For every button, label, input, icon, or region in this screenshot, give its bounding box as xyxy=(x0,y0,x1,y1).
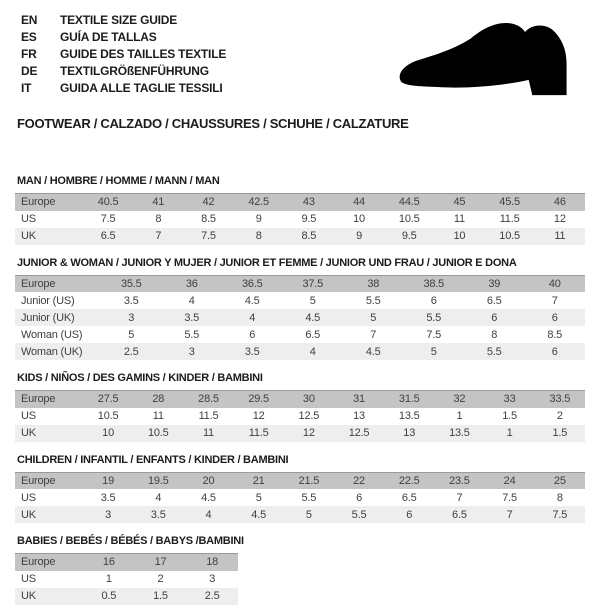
size-cell: 22 xyxy=(353,474,365,487)
size-cell: 18 xyxy=(206,556,219,569)
size-cell: 7 xyxy=(506,508,513,521)
size-cell: 38.5 xyxy=(423,277,445,290)
language-title: GUÍA DE TALLAS xyxy=(60,30,157,44)
table-row xyxy=(15,408,585,425)
size-cell: 12.5 xyxy=(348,427,370,439)
row-label: UK xyxy=(21,508,36,521)
row-label: Junior (US) xyxy=(21,294,75,307)
size-cell: 7 xyxy=(551,294,558,307)
size-cell: 7.5 xyxy=(201,230,216,242)
size-cell: 3 xyxy=(209,573,216,585)
size-cell: 9 xyxy=(356,230,362,242)
size-cell: 3.5 xyxy=(150,508,166,521)
size-table-section xyxy=(15,175,585,245)
size-cell: 23.5 xyxy=(449,474,470,487)
size-cell: 5 xyxy=(309,294,316,307)
size-cell: 39 xyxy=(488,277,501,290)
table-row xyxy=(15,489,585,506)
size-cell: 13 xyxy=(403,427,416,439)
size-cell: 8 xyxy=(556,491,563,504)
size-cell: 25 xyxy=(553,474,566,487)
size-cell: 5 xyxy=(255,491,262,504)
size-cell: 44.5 xyxy=(398,196,420,209)
size-cell: 28 xyxy=(152,393,165,406)
size-table-section xyxy=(15,535,585,605)
size-cell: 1 xyxy=(105,573,112,585)
size-cell: 10.5 xyxy=(97,410,119,422)
size-cell: 3 xyxy=(128,311,135,324)
size-tables xyxy=(15,175,585,605)
size-cell: 11.5 xyxy=(198,410,219,422)
size-table-section xyxy=(15,454,585,524)
size-cell: 6.5 xyxy=(100,230,116,242)
table-row xyxy=(15,211,585,228)
size-cell: 16 xyxy=(102,556,115,569)
size-cell: 21 xyxy=(252,474,265,487)
row-label: UK xyxy=(21,427,36,439)
row-label: UK xyxy=(21,590,36,602)
size-cell: 11 xyxy=(453,213,465,225)
size-cell: 8.5 xyxy=(301,230,317,242)
size-cell: 7.5 xyxy=(100,213,116,225)
size-cell: 4 xyxy=(309,345,316,358)
language-row xyxy=(21,12,226,29)
language-title: GUIDA ALLE TAGLIE TESSILI xyxy=(60,81,223,95)
language-list xyxy=(15,12,226,97)
size-cell: 6 xyxy=(551,311,558,324)
size-cell: 43 xyxy=(302,196,315,209)
size-cell: 7 xyxy=(370,328,377,341)
size-cell: 42 xyxy=(202,196,215,209)
size-cell: 11.5 xyxy=(248,427,269,439)
language-code: FR xyxy=(21,47,37,61)
size-cell: 5.5 xyxy=(365,294,381,307)
size-cell: 11 xyxy=(152,410,164,422)
language-title: TEXTILE SIZE GUIDE xyxy=(60,13,178,27)
header xyxy=(15,12,585,106)
size-cell: 33.5 xyxy=(549,393,571,406)
size-cell: 17 xyxy=(154,556,167,569)
size-cell: 40.5 xyxy=(97,196,119,209)
size-cell: 46 xyxy=(553,196,566,209)
size-cell: 5.5 xyxy=(301,491,317,504)
size-cell: 4 xyxy=(188,294,195,307)
size-table xyxy=(15,390,585,442)
size-cell: 1 xyxy=(456,410,463,422)
size-cell: 0.5 xyxy=(101,590,117,602)
size-cell: 37.5 xyxy=(302,277,324,290)
size-cell: 45.5 xyxy=(499,196,520,209)
size-cell: 44 xyxy=(353,196,365,209)
size-cell: 7 xyxy=(456,491,463,504)
size-cell: 5.5 xyxy=(486,345,502,358)
size-cell: 30 xyxy=(302,393,315,406)
size-cell: 8 xyxy=(255,230,262,242)
size-table xyxy=(15,275,585,361)
size-cell: 22.5 xyxy=(398,474,420,487)
size-cell: 8 xyxy=(155,213,162,225)
table-row xyxy=(15,326,585,343)
size-cell: 36 xyxy=(185,277,198,290)
size-cell: 7 xyxy=(155,230,162,242)
table-row xyxy=(15,506,585,523)
size-cell: 9.5 xyxy=(401,230,417,242)
language-code: IT xyxy=(21,81,32,95)
size-cell: 6.5 xyxy=(452,508,467,521)
row-label: Woman (US) xyxy=(21,328,83,341)
table-row xyxy=(15,343,585,360)
size-table xyxy=(15,553,238,605)
size-cell: 2 xyxy=(157,573,164,585)
size-cell: 28.5 xyxy=(198,393,219,406)
row-label: US xyxy=(21,410,36,422)
size-cell: 10.5 xyxy=(398,213,420,225)
size-cell: 4.5 xyxy=(201,491,216,504)
size-cell: 6.5 xyxy=(486,294,502,307)
language-title: TEXTILGRÖßENFÜHRUNG xyxy=(60,64,209,78)
size-cell: 41 xyxy=(152,196,165,209)
row-label: UK xyxy=(21,230,36,242)
table-row xyxy=(15,391,585,408)
language-row xyxy=(21,46,226,63)
size-cell: 5 xyxy=(430,345,437,358)
size-cell: 5 xyxy=(305,508,312,521)
size-cell: 32 xyxy=(453,393,466,406)
size-cell: 24 xyxy=(503,474,516,487)
size-cell: 4.5 xyxy=(244,294,260,307)
row-label: US xyxy=(21,573,36,585)
size-cell: 6 xyxy=(491,311,498,324)
size-cell: 4.5 xyxy=(305,311,321,324)
size-cell: 11.5 xyxy=(499,213,520,225)
size-cell: 6 xyxy=(249,328,256,341)
size-cell: 10 xyxy=(453,230,466,242)
size-cell: 5.5 xyxy=(426,311,442,324)
size-cell: 12 xyxy=(302,427,315,439)
size-cell: 3 xyxy=(188,345,195,358)
size-cell: 2.5 xyxy=(204,590,220,602)
size-table xyxy=(15,472,585,524)
size-cell: 29.5 xyxy=(248,393,269,406)
size-cell: 1.5 xyxy=(552,427,568,439)
dress-shoe-icon xyxy=(393,14,585,106)
size-cell: 10.5 xyxy=(147,427,169,439)
size-table xyxy=(15,193,585,245)
row-label: Europe xyxy=(21,556,56,569)
size-cell: 10 xyxy=(353,213,365,225)
table-row xyxy=(15,425,585,442)
size-cell: 42.5 xyxy=(248,196,269,209)
size-cell: 7.5 xyxy=(426,328,442,341)
size-cell: 3.5 xyxy=(244,345,260,358)
size-cell: 13 xyxy=(353,410,365,422)
size-cell: 10 xyxy=(102,427,115,439)
size-cell: 45 xyxy=(453,196,466,209)
size-cell: 3.5 xyxy=(184,311,200,324)
language-row xyxy=(21,29,226,46)
language-title: GUIDE DES TAILLES TEXTILE xyxy=(60,47,227,61)
row-label: Junior (UK) xyxy=(21,311,75,324)
size-cell: 20 xyxy=(202,474,215,487)
row-label: US xyxy=(21,491,36,504)
size-cell: 35.5 xyxy=(120,277,142,290)
size-cell: 21.5 xyxy=(298,474,320,487)
size-cell: 2.5 xyxy=(123,345,139,358)
size-cell: 4.5 xyxy=(251,508,266,521)
size-cell: 7.5 xyxy=(502,491,517,504)
language-row xyxy=(21,80,226,97)
size-cell: 5.5 xyxy=(351,508,367,521)
size-cell: 6 xyxy=(551,345,558,358)
size-cell: 31.5 xyxy=(398,393,420,406)
size-cell: 1.5 xyxy=(153,590,168,602)
size-cell: 12.5 xyxy=(298,410,320,422)
size-cell: 1.5 xyxy=(502,410,517,422)
table-row xyxy=(15,194,585,211)
table-row xyxy=(15,554,238,571)
table-row xyxy=(15,228,585,245)
size-cell: 6.5 xyxy=(401,491,417,504)
size-cell: 4.5 xyxy=(365,345,381,358)
size-cell: 12 xyxy=(553,213,566,225)
size-cell: 4 xyxy=(249,311,256,324)
row-label: Woman (UK) xyxy=(21,345,83,358)
section-title: MAN / HOMBRE / HOMME / MANN / MAN xyxy=(17,175,220,187)
size-cell: 38 xyxy=(367,277,380,290)
section-title: BABIES / BEBÉS / BÉBÉS / BABYS /BAMBINI xyxy=(17,535,244,547)
size-cell: 1 xyxy=(506,427,513,439)
size-cell: 40 xyxy=(548,277,561,290)
language-code: DE xyxy=(21,64,38,78)
size-cell: 6 xyxy=(406,508,413,521)
size-cell: 12 xyxy=(252,410,265,422)
size-cell: 11 xyxy=(202,427,214,439)
section-title: JUNIOR & WOMAN / JUNIOR Y MUJER / JUNIOR ET FEMME / JUNIOR UND FRAU / JUNIOR E DONA xyxy=(17,256,517,269)
row-label: US xyxy=(21,213,36,225)
table-row xyxy=(15,309,585,326)
size-cell: 8.5 xyxy=(547,328,563,341)
size-cell: 13.5 xyxy=(449,427,470,439)
size-cell: 19 xyxy=(102,474,115,487)
size-cell: 10.5 xyxy=(499,230,520,242)
section-title: CHILDREN / INFANTIL / ENFANTS / KINDER / BAMBINI xyxy=(17,453,289,466)
table-row xyxy=(15,571,238,588)
size-cell: 13.5 xyxy=(398,410,420,422)
language-code: EN xyxy=(21,13,38,27)
size-cell: 27.5 xyxy=(97,393,119,406)
size-cell: 9 xyxy=(255,213,262,225)
size-cell: 4 xyxy=(155,491,162,504)
size-cell: 7.5 xyxy=(552,508,568,521)
size-cell: 19.5 xyxy=(147,474,169,487)
language-code: ES xyxy=(21,30,37,44)
size-cell: 8 xyxy=(491,328,498,341)
size-cell: 3 xyxy=(105,508,112,521)
size-cell: 36.5 xyxy=(241,277,263,290)
table-row xyxy=(15,472,585,489)
size-cell: 5 xyxy=(128,328,135,341)
size-cell: 6 xyxy=(356,491,362,504)
table-row xyxy=(15,292,585,309)
size-cell: 31 xyxy=(353,393,365,406)
size-table-section xyxy=(15,257,585,361)
size-cell: 9.5 xyxy=(301,213,317,225)
row-label: Europe xyxy=(21,474,56,487)
row-label: Europe xyxy=(21,393,56,406)
table-row xyxy=(15,275,585,292)
size-cell: 5.5 xyxy=(184,328,200,341)
section-title: KIDS / NIÑOS / DES GAMINS / KINDER / BAMBINI xyxy=(17,372,263,384)
size-cell: 8.5 xyxy=(201,213,216,225)
size-table-section xyxy=(15,372,585,442)
size-cell: 6 xyxy=(430,294,437,307)
size-cell: 2 xyxy=(556,410,563,422)
category-title: FOOTWEAR / CALZADO / CHAUSSURES / SCHUHE / CALZATURE xyxy=(17,116,409,131)
size-cell: 3.5 xyxy=(100,491,116,504)
size-cell: 6.5 xyxy=(305,328,321,341)
size-cell: 5 xyxy=(370,311,377,324)
table-row xyxy=(15,588,238,605)
row-label: Europe xyxy=(21,196,56,209)
size-cell: 4 xyxy=(205,508,212,521)
size-cell: 11 xyxy=(554,230,566,242)
language-row xyxy=(21,63,226,80)
size-cell: 3.5 xyxy=(123,294,139,307)
row-label: Europe xyxy=(21,277,56,290)
size-cell: 33 xyxy=(503,393,516,406)
